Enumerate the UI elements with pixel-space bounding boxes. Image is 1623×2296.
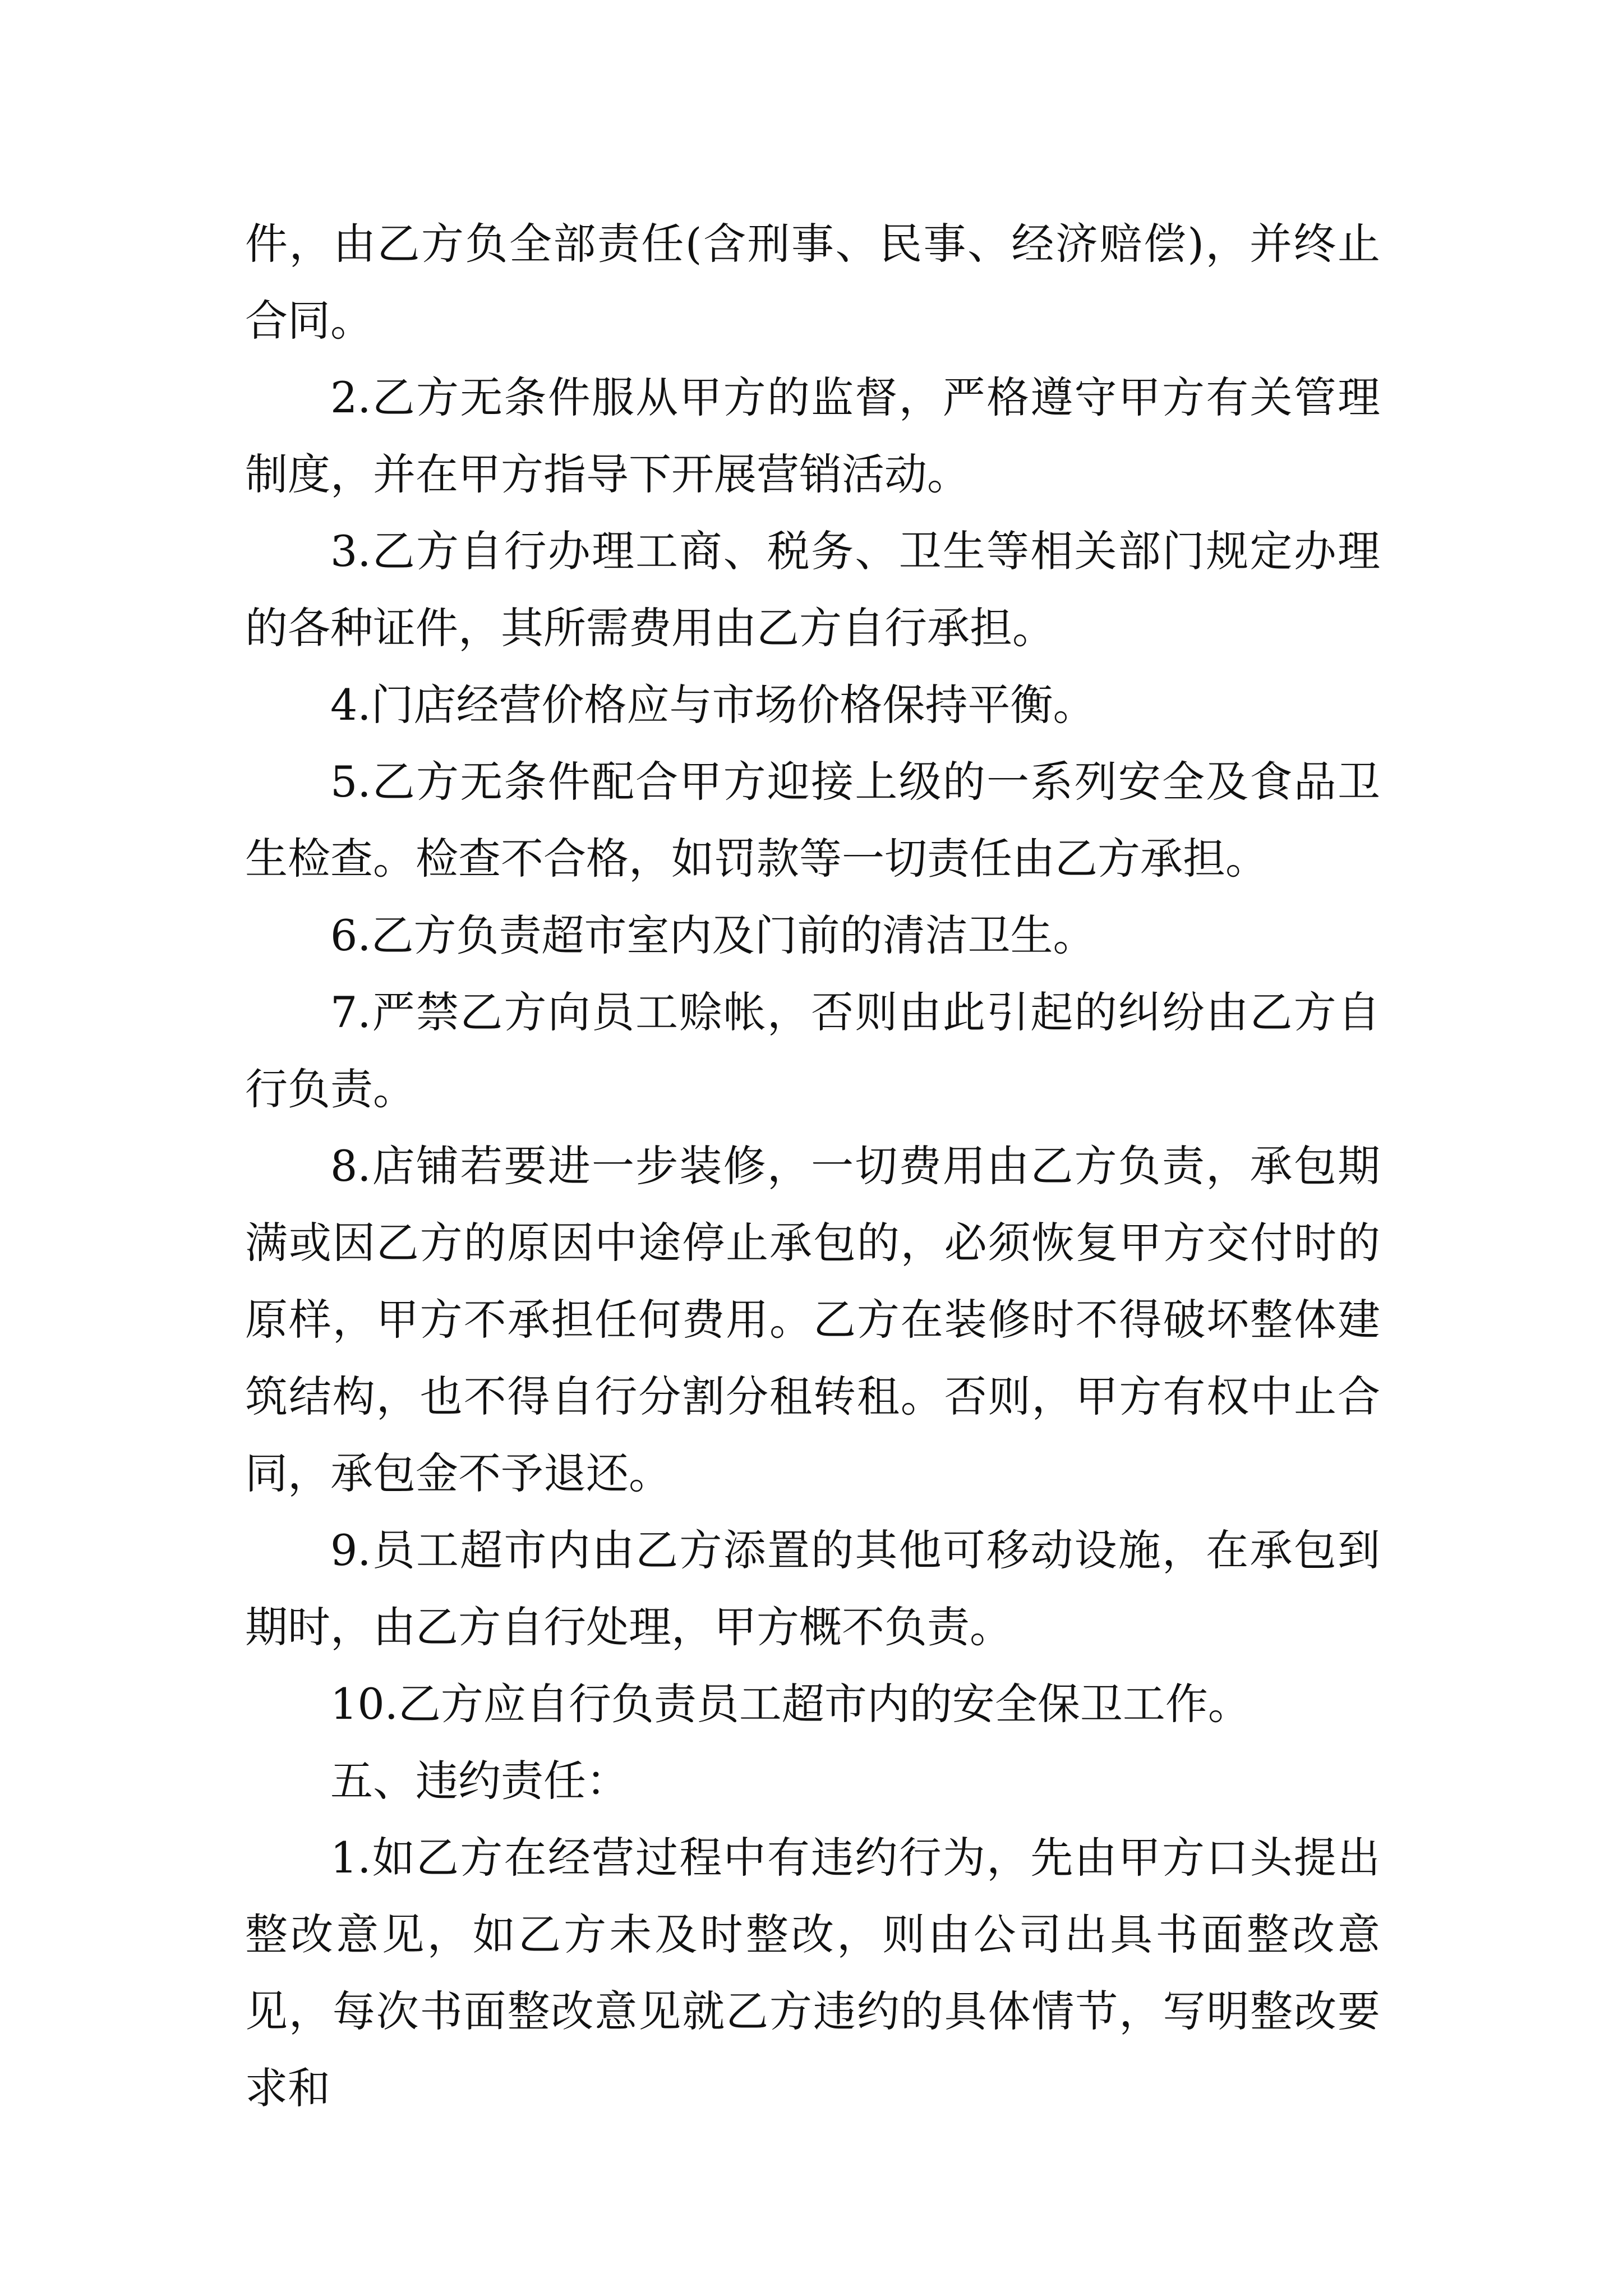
paragraph-clause-7: 7.严禁乙方向员工赊帐，否则由此引起的纠纷由乙方自行负责。 (245, 987, 1380, 1114)
section-heading-breach: 五、违约责任： (330, 1756, 629, 1806)
paragraph-continuation: 件，由乙方负全部责任(含刑事、民事、经济赔偿)，并终止合同。 (245, 219, 1380, 346)
paragraph-clause-8: 8.店铺若要进一步装修，一切费用由乙方负责，承包期满或因乙方的原因中途停止承包的，必须恢复甲方交付时的原样，甲方不承担任何费用。乙方在装修时不得破坏整体建筑结构，也不得自行分割分租转租。否则，甲方有权中止合同，承包金不予退还。 (245, 1141, 1380, 1498)
paragraph-breach-clause-1: 1.如乙方在经营过程中有违约行为，先由甲方口头提出整改意见，如乙方未及时整改，则由公司出具书面整改意见，每次书面整改意见就乙方违约的具体情节，写明整改要求和 (245, 1833, 1380, 2113)
paragraph-clause-3: 3.乙方自行办理工商、税务、卫生等相关部门规定办理的各种证件，其所需费用由乙方自行承担。 (245, 526, 1380, 653)
paragraph-clause-6: 6.乙方负责超市室内及门前的清洁卫生。 (330, 910, 1096, 960)
paragraph-clause-2: 2.乙方无条件服从甲方的监督，严格遵守甲方有关管理制度，并在甲方指导下开展营销活动。 (245, 372, 1380, 499)
paragraph-clause-4: 4.门店经营价格应与市场价格保持平衡。 (330, 680, 1096, 730)
paragraph-clause-5: 5.乙方无条件配合甲方迎接上级的一系列安全及食品卫生检查。检查不合格，如罚款等一切责任由乙方承担。 (245, 757, 1380, 884)
paragraph-clause-9: 9.员工超市内由乙方添置的其他可移动设施，在承包到期时，由乙方自行处理，甲方概不负责。 (245, 1525, 1380, 1652)
document-body (245, 205, 1380, 2127)
paragraph-clause-10: 10.乙方应自行负责员工超市内的安全保卫工作。 (330, 1679, 1251, 1729)
